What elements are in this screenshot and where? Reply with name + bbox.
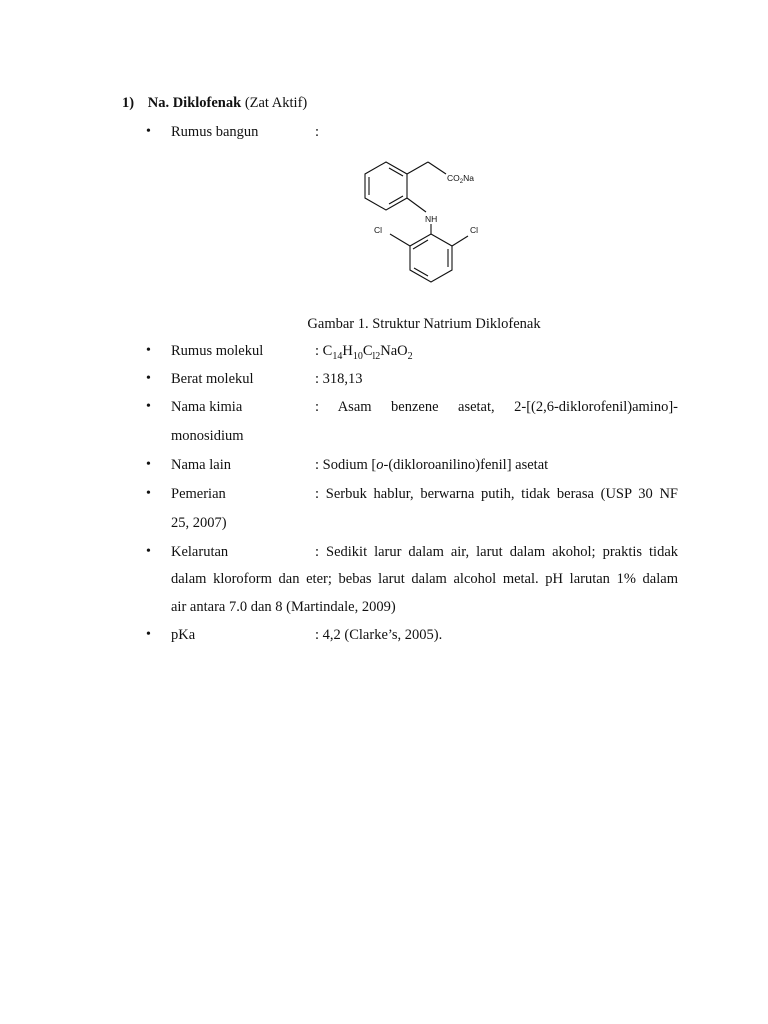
pka-value: : 4,2 (Clarke’s, 2005).	[315, 627, 443, 643]
solubility-row	[0, 544, 768, 564]
bond-nh	[407, 198, 426, 212]
description-continuation-row	[0, 515, 768, 535]
co2na-label: $CO_2Na$	[447, 173, 474, 185]
molecular-weight: : 318,13	[315, 371, 363, 387]
diclofenac-structure-diagram	[340, 150, 510, 310]
double-bond	[389, 168, 403, 176]
structure-label: Rumus bangun	[171, 124, 259, 140]
bullet: •	[146, 627, 151, 642]
section-number: 1)	[122, 95, 135, 111]
solubility-line3: air antara 7.0 dan 8 (Martindale, 2009)	[171, 599, 396, 615]
section-heading	[122, 95, 307, 112]
bullet: •	[146, 457, 151, 472]
structure-row	[0, 124, 768, 144]
solubility-line2: dalam kloroform dan eter; bebas larut dalam alcohol metal. pH larutan 1% dalam	[171, 571, 678, 587]
bullet: •	[146, 124, 151, 139]
benzene-ring-lower	[410, 234, 452, 282]
solubility-value: : Sedikit larur dalam air, larut dalam akohol; praktis tidak	[315, 544, 678, 560]
chem-name-row	[0, 399, 768, 419]
weight-label: Berat molekul	[171, 371, 254, 387]
structure-colon: :	[315, 124, 320, 140]
cl-left-label: Cl	[374, 225, 383, 235]
pka-row	[0, 627, 768, 647]
double-bond	[389, 196, 403, 204]
other-name-value: : Sodium [o-(dikloroanilino)fenil] asetat	[315, 457, 549, 473]
chem-name-value: : Asam benzene asetat, 2-[(2,6-diklorofenil)amino]-	[315, 399, 678, 415]
bullet: •	[146, 371, 151, 386]
bullet: •	[146, 486, 151, 501]
chem-name-continuation-row	[0, 428, 768, 448]
other-name-row	[0, 457, 768, 477]
cl-right-label: Cl	[470, 225, 479, 235]
description-label: Pemerian	[171, 486, 226, 502]
description-continuation: 25, 2007)	[171, 515, 227, 531]
chem-name-continuation: monosidium	[171, 428, 244, 444]
bullet: •	[146, 343, 151, 358]
compound-role: (Zat Aktif)	[244, 95, 308, 111]
formula-label: Rumus molekul	[171, 343, 264, 359]
double-bond	[413, 240, 428, 249]
figure-caption: Gambar 1. Struktur Natrium Diklofenak	[307, 316, 541, 332]
bond-ch2	[407, 162, 428, 174]
bullet: •	[146, 399, 151, 414]
description-value: : Serbuk hablur, berwarna putih, tidak berasa (USP 30 NF	[315, 486, 678, 502]
solubility-line2-row	[0, 571, 768, 591]
solubility-line3-row	[0, 599, 768, 619]
molecular-formula: : $C_{14}H_{10}C_{l2}NaO_2$	[315, 343, 413, 362]
bullet: •	[146, 544, 151, 559]
nh-label: NH	[425, 214, 438, 224]
bond-cl-right	[452, 236, 468, 246]
other-name-label: Nama lain	[171, 457, 231, 473]
compound-name: Na. Diklofenak	[147, 95, 242, 111]
description-row	[0, 486, 768, 506]
bond-cl-left	[390, 234, 410, 246]
benzene-ring-upper	[365, 162, 407, 210]
solubility-label: Kelarutan	[171, 544, 229, 560]
chem-name-label: Nama kimia	[171, 399, 243, 415]
bond-carboxylate	[428, 162, 446, 174]
weight-row	[0, 371, 768, 391]
double-bond	[414, 268, 428, 276]
pka-label: pKa	[171, 627, 196, 643]
formula-row	[0, 343, 768, 363]
